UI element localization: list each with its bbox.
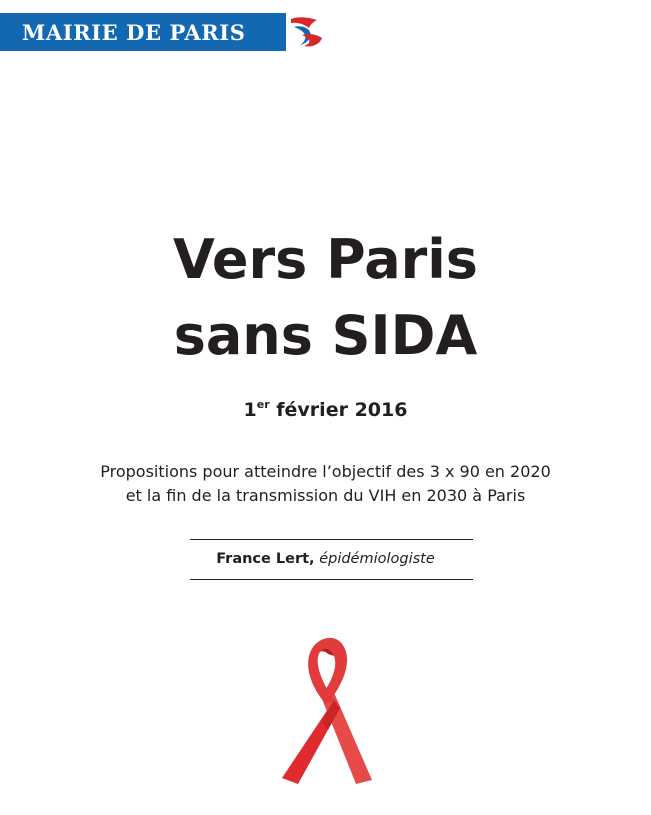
document-date bbox=[0, 396, 651, 424]
author-name: France Lert, bbox=[216, 551, 315, 567]
document-title bbox=[0, 222, 651, 374]
author-credit bbox=[0, 548, 651, 570]
date-rest: février 2016 bbox=[269, 399, 408, 421]
title-line-1: Vers Paris bbox=[173, 228, 478, 291]
subtitle-line-1: Propositions pour atteindre l’objectif des 3 x 90 en 2020 bbox=[100, 462, 551, 481]
subtitle-line-2: et la fin de la transmission du VIH en 2030 à Paris bbox=[125, 486, 526, 505]
paris-ship-emblem-icon bbox=[282, 13, 328, 51]
logo-text: MAIRIE DE PARIS bbox=[22, 19, 246, 45]
date-day-suffix: er bbox=[256, 398, 270, 411]
red-ribbon-icon bbox=[276, 632, 376, 792]
author-divider-bottom bbox=[190, 579, 473, 580]
date-day: 1 bbox=[243, 399, 257, 421]
author-divider-top bbox=[190, 539, 473, 540]
title-line-2: sans SIDA bbox=[173, 304, 478, 367]
document-subtitle bbox=[0, 460, 651, 508]
author-role: épidémiologiste bbox=[319, 551, 435, 567]
mairie-de-paris-logo bbox=[0, 13, 328, 51]
